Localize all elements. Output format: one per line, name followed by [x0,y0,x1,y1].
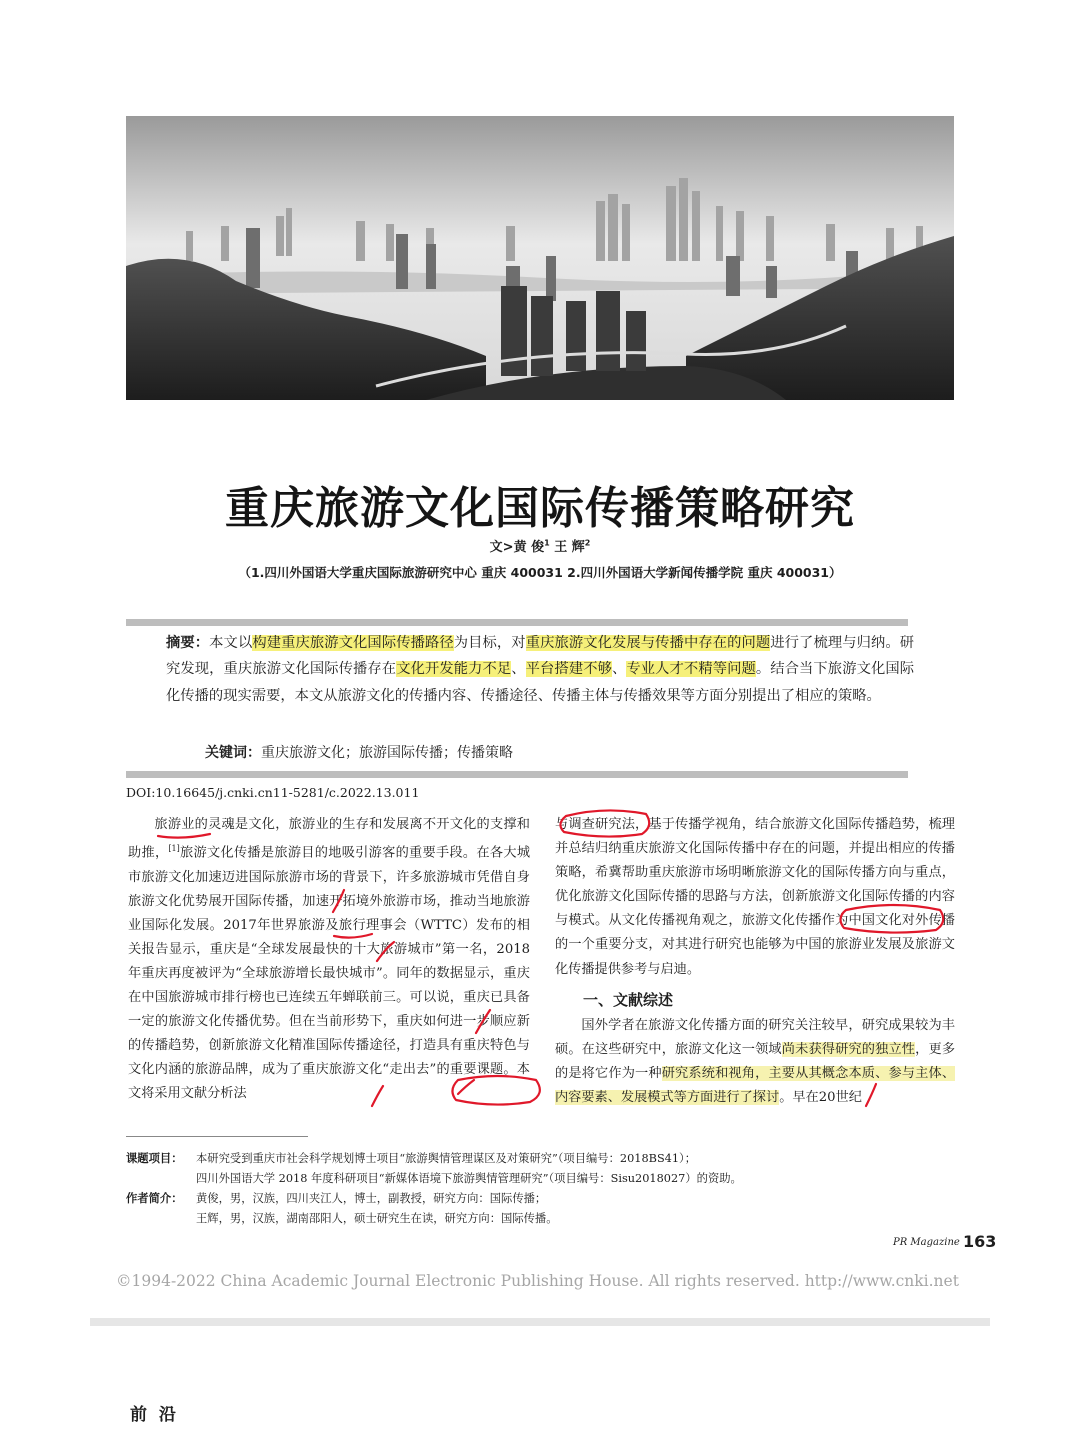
magazine-name: PR Magazine [893,1237,960,1248]
abstract-text: 为目标，对 [453,635,526,651]
keywords-text: 重庆旅游文化；旅游国际传播；传播策略 [261,745,513,761]
body-text: ，更多的是将它作为一种 [555,1041,956,1081]
body-highlight: 研究系统和视角，主要从其概念本质、参与主体、内容要素、发展模式等方面进行了探讨 [555,1065,956,1106]
body-text: 旅游业的灵魂是文化，旅游业的生存和发展离不开文化的支撑和助推， [128,817,530,861]
section-name: 前 沿 [130,1405,179,1425]
article-title: 重庆旅游文化国际传播策略研究 [225,483,855,534]
body-text: 旅游文化传播是旅游目的地吸引游客的重要手段。在各大城市旅游文化加速迈进国际旅游市场的背景下，许多旅游城市凭借自身旅游文化优势展开国际传播，加速开拓境外旅游市场，推动当地旅游业国际化发展。2017年世界旅游及旅行理事会（WTTC）发布的相关报告显示，重庆是“全球发展最快的十大旅游城市”第一名，2018年重庆再度被评为“全球旅游增长最快城市”。同年的数据显示，重庆在中国旅游城市排行榜也已连续五年蝉联前三。可以说，重庆已具备一定的旅游文化传播优势。但在当前形势下，重庆如何进一步顺应新的传播趋势，创新旅游文化精准国际传播途径，打造具有重庆特色与文化内涵的旅游品牌，成为了重庆旅游文化“走出去”的重要课题。本文将采用文献分析法 [128,845,531,1102]
abstract-highlight: 文化开发能力不足 [396,661,512,678]
abstract-top-rule [126,619,908,626]
header-photo-chongqing-skyline [126,116,954,400]
body-text: 。早在20世纪 [779,1090,862,1106]
doi: DOI:10.16645/j.cnki.cn11-5281/c.2022.13.011 [126,785,420,800]
footnote-author-line: 黄俊，男，汉族，四川夹江人，博士，副教授，研究方向：国际传播； [196,1192,547,1205]
footnote-project-cont [126,1169,866,1189]
abstract-highlight: 平台搭建不够 [525,661,612,678]
footnote-project-line: 四川外国语大学 2018 年度科研项目“新媒体语境下旅游舆情管理研究”（项目编号：Sisu2018027）的资助。 [196,1172,742,1185]
abstract-highlight: 重庆旅游文化发展与传播中存在的问题 [525,635,771,651]
body-highlight: 尚未获得研究的独立性 [781,1041,916,1057]
footnote-author-line: 王辉，男，汉族，湖南邵阳人，硕士研究生在读，研究方向：国际传播。 [196,1212,558,1225]
abstract-text: 进行了梳理与归纳。研究发现，重庆旅游文化国际传播存在 [166,635,915,678]
body-column-left [128,813,530,1107]
byline [0,536,1080,555]
abstract-highlight: 专业人才不精等问题 [626,661,756,678]
citation-ref: [1] [168,844,180,854]
footnote-indent [126,1169,196,1189]
footnote-author-cont [126,1209,866,1229]
body-paragraph [128,813,530,1107]
author-1: 文>黄 俊 [489,540,545,555]
abstract-highlight: 构建重庆旅游文化国际传播路径 [252,635,454,651]
footnote-project-line: 本研究受到重庆市社会科学规划博士项目“旅游舆情管理谋区及对策研究”（项目编号：2018BS41）； [196,1152,696,1165]
abstract-text: 。结合当下旅游文化国际化传播的现实需要，本文从旅游文化的传播内容、传播途径、传播主体与传播效果等方面分别提出了相应的策略。 [166,661,915,704]
page-number: 163 [963,1232,997,1251]
keywords-label: 关键词： [205,745,261,761]
body-paragraph: 与调查研究法，基于传播学视角，结合旅游文化国际传播趋势，梳理并总结归纳重庆旅游文化国际传播中存在的问题，并提出相应的传播策略，希冀帮助重庆旅游市场明晰旅游文化的国际传播方向与重点，优化旅游文化国际传播的思路与方法，创新旅游文化国际传播的内容与模式。从文化传播视角观之，旅游文化传播作为中国文化对外传播的一个重要分支，对其进行研究也能够为中国的旅游业发展及旅游文化传播提供参考与启迪。 [555,817,955,977]
page-bottom-bar [90,1318,990,1326]
footnotes [126,1149,866,1229]
abstract-text: 、 [511,661,526,678]
affiliations: （1.四川外国语大学重庆国际旅游研究中心 重庆 400031 2.四川外国语大学新闻传播学院 重庆 400031） [238,565,842,580]
footnote-project-label: 课题项目： [126,1152,183,1165]
footnote-rule [126,1136,308,1137]
body-column-right [555,813,955,1110]
abstract-text: 、 [612,661,627,678]
body-text: 国外学者在旅游文化传播方面的研究关注较早，研究成果较为丰硕。在这些研究中，旅游文化这一领域 [555,1017,955,1057]
keywords [205,742,513,762]
footnote-project [126,1149,866,1169]
abstract-bottom-rule [126,771,908,778]
author-2-affiliation-mark: 2 [584,538,591,548]
abstract-label: 摘要： [166,635,210,651]
body-paragraph [555,1014,955,1110]
abstract [166,630,914,709]
author-1-affiliation-mark: 1 [544,538,550,548]
copyright-watermark: ©1994-2022 China Academic Journal Electronic Publishing House. All rights reserved. http://www.cnki.net [116,1272,959,1290]
abstract-text: 本文以 [209,635,253,651]
footnote-indent [126,1209,196,1229]
section-heading: 一、文献综述 [583,990,674,1009]
footnote-author-label: 作者简介： [126,1192,183,1205]
footnote-author [126,1189,866,1209]
author-2: 王 辉 [549,540,585,555]
